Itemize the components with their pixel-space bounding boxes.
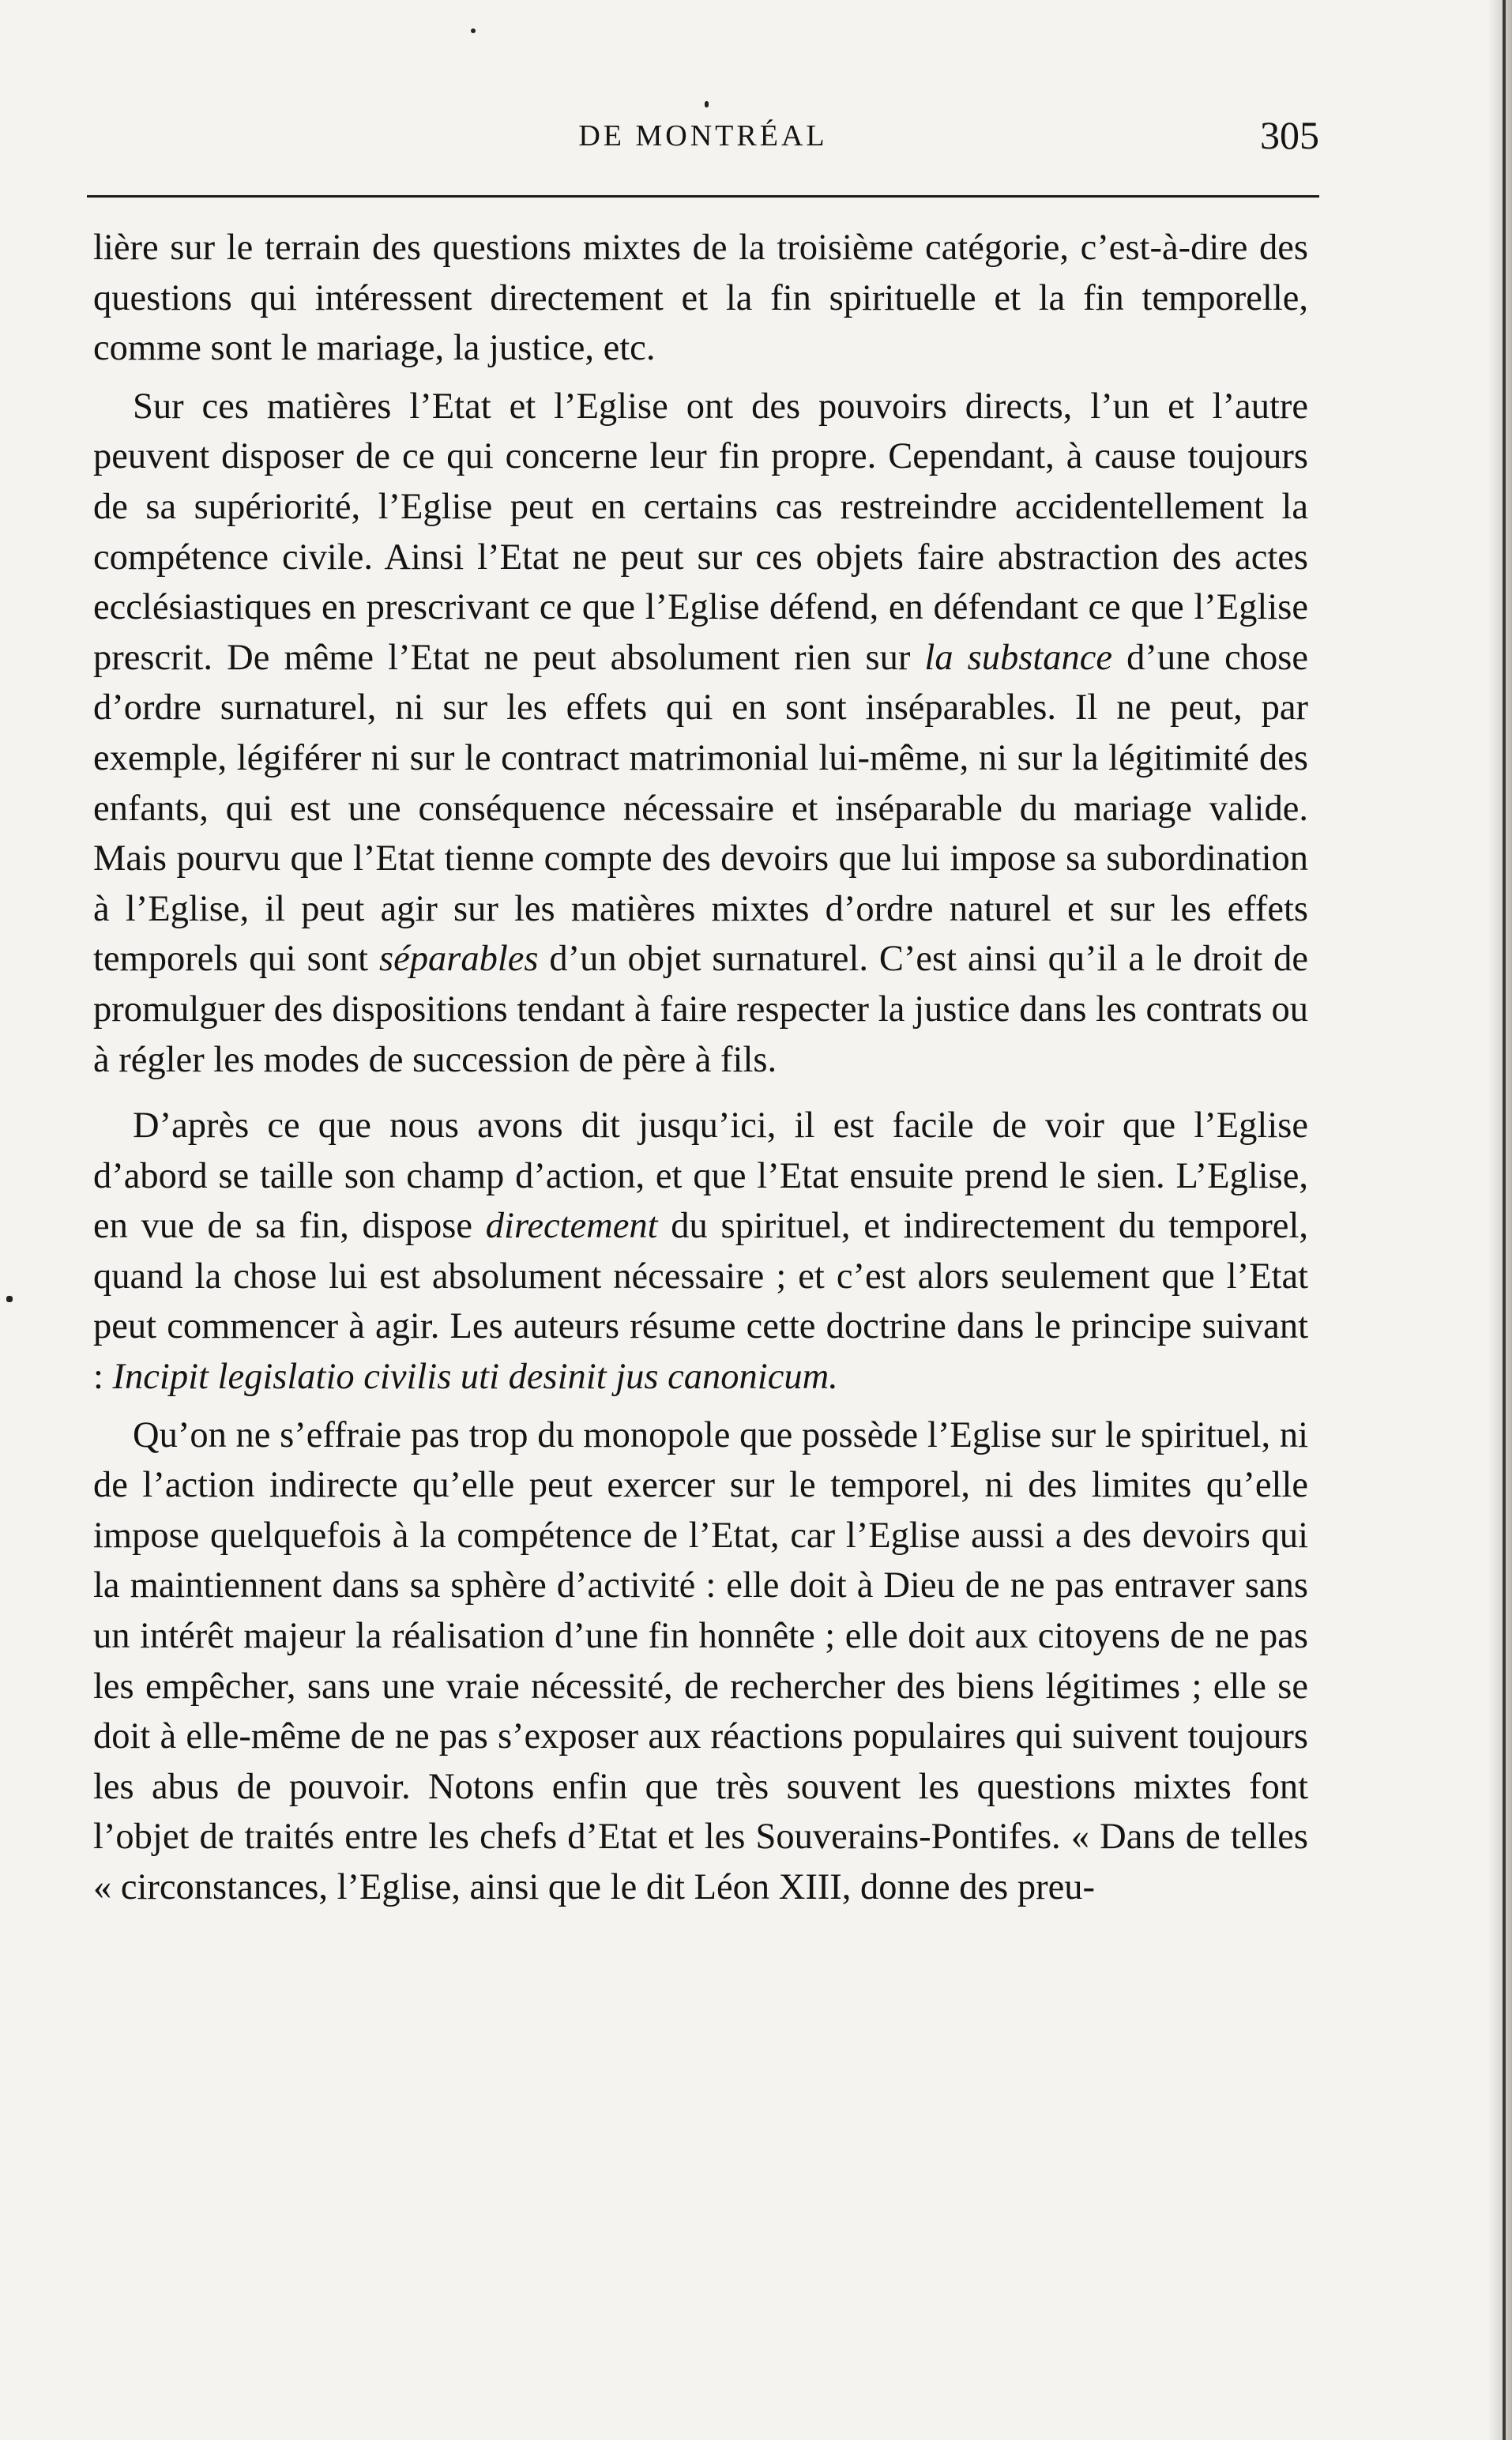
paragraph-1 (93, 223, 1308, 374)
paragraph-2 (93, 382, 1308, 1085)
paragraph-2-italic-a: la substance (924, 637, 1113, 678)
scan-speck (705, 101, 709, 107)
header-rule (87, 195, 1319, 198)
paragraph-4 (93, 1410, 1308, 1913)
scan-speck (6, 1296, 13, 1302)
paragraph-3 (93, 1101, 1308, 1403)
paragraph-3-text-a: D’après ce que nous avons dit jusqu’ici, il est facile de voir que l’Eglise d’abord se taille son champ d’action, et que l’Etat ensuite prend le sien. L’Eglise, en vue de sa fin, dispose (93, 1105, 1308, 1247)
paragraph-1-text: lière sur le terrain des questions mixtes de la troisième catégorie, c’est-à-dire des questions qui intéressent directement et la fin spirituelle et la fin temporelle, comme sont le mariage, la justice, etc. (93, 228, 1308, 369)
paragraph-2-text-a: Sur ces matières l’Etat et l’Eglise ont des pouvoirs directs, l’un et l’autre peuvent disposer de ce qui concerne leur fin propre. Cependant, à cause toujours de sa supériorité, l’Eglise peut en certains cas restreindre accidentellement la compétence civile. Ainsi l’Etat ne peut sur ces objets faire abstraction des actes ecclésiastiques en prescrivant ce que l’Eglise défend, en défendant ce que l’Eglise prescrit. De même l’Etat ne peut absolument rien sur (93, 386, 1308, 678)
page-edge-line (1503, 0, 1506, 2440)
page-number: 305 (1260, 113, 1319, 157)
paragraph-2-italic-b: séparables (379, 939, 539, 980)
paragraph-2-text-b: d’une chose d’ordre surnaturel, ni sur les effets qui en sont inséparables. Il ne peut, par exemple, légiférer ni sur le contract matrimonial lui-même, ni sur la légitimité des enfants, qui est une conséquence nécessaire et inséparable du mariage valide. Mais pourvu que l’Etat tienne compte des devoirs que lui impose sa subordination à l’Eglise, il peut agir sur les matières mixtes d’ordre naturel et sur les effets temporels qui sont (93, 637, 1309, 980)
page-edge-shadow (1488, 0, 1512, 2440)
page-header (87, 113, 1319, 174)
running-head: DE MONTRÉAL (578, 119, 828, 152)
paragraph-3-italic-b: Incipit legislatio civilis uti desinit jus canonicum. (112, 1357, 838, 1398)
paragraph-4-text: Qu’on ne s’effraie pas trop du monopole que possède l’Eglise sur le spirituel, ni de l’action indirecte qu’elle peut exercer sur le temporel, ni des limites qu’elle impose quelquefois à la compétence de l’Etat, car l’Eglise aussi a des devoirs qui la maintiennent dans sa sphère d’activité : elle doit à Dieu de ne pas entraver sans un intérêt majeur la réalisation d’une fin honnête ; elle doit aux citoyens de ne pas les empêcher, sans une vraie nécessité, de rechercher des biens légitimes ; elle se doit à elle-même de ne pas s’exposer aux réactions populaires qui suivent toujours les abus de pouvoir. Notons enfin que très souvent les questions mixtes font l’objet de traités entre les chefs d’Etat et les Souverains-Pontifes. « Dans de telles « circonstances, l’Eglise, ainsi que le dit Léon XIII, donne des preu- (93, 1414, 1308, 1907)
scan-speck (471, 28, 476, 33)
paragraph-2-text-c: d’un objet surnaturel. C’est ainsi qu’il a le droit de promulguer des dispositions tendant à faire respecter la justice dans les contrats ou à régler les modes de succession de père à fils. (93, 939, 1308, 1080)
paragraph-3-italic-a: directement (485, 1206, 658, 1247)
body-text (93, 223, 1308, 1913)
paragraph-3-text-b: du spirituel, et indirectement du temporel, quand la chose lui est absolument nécessaire ; et c’est alors seulement que l’Etat peut commencer à agir. Les auteurs résume cette doctrine dans le principe suivant : (93, 1206, 1308, 1398)
